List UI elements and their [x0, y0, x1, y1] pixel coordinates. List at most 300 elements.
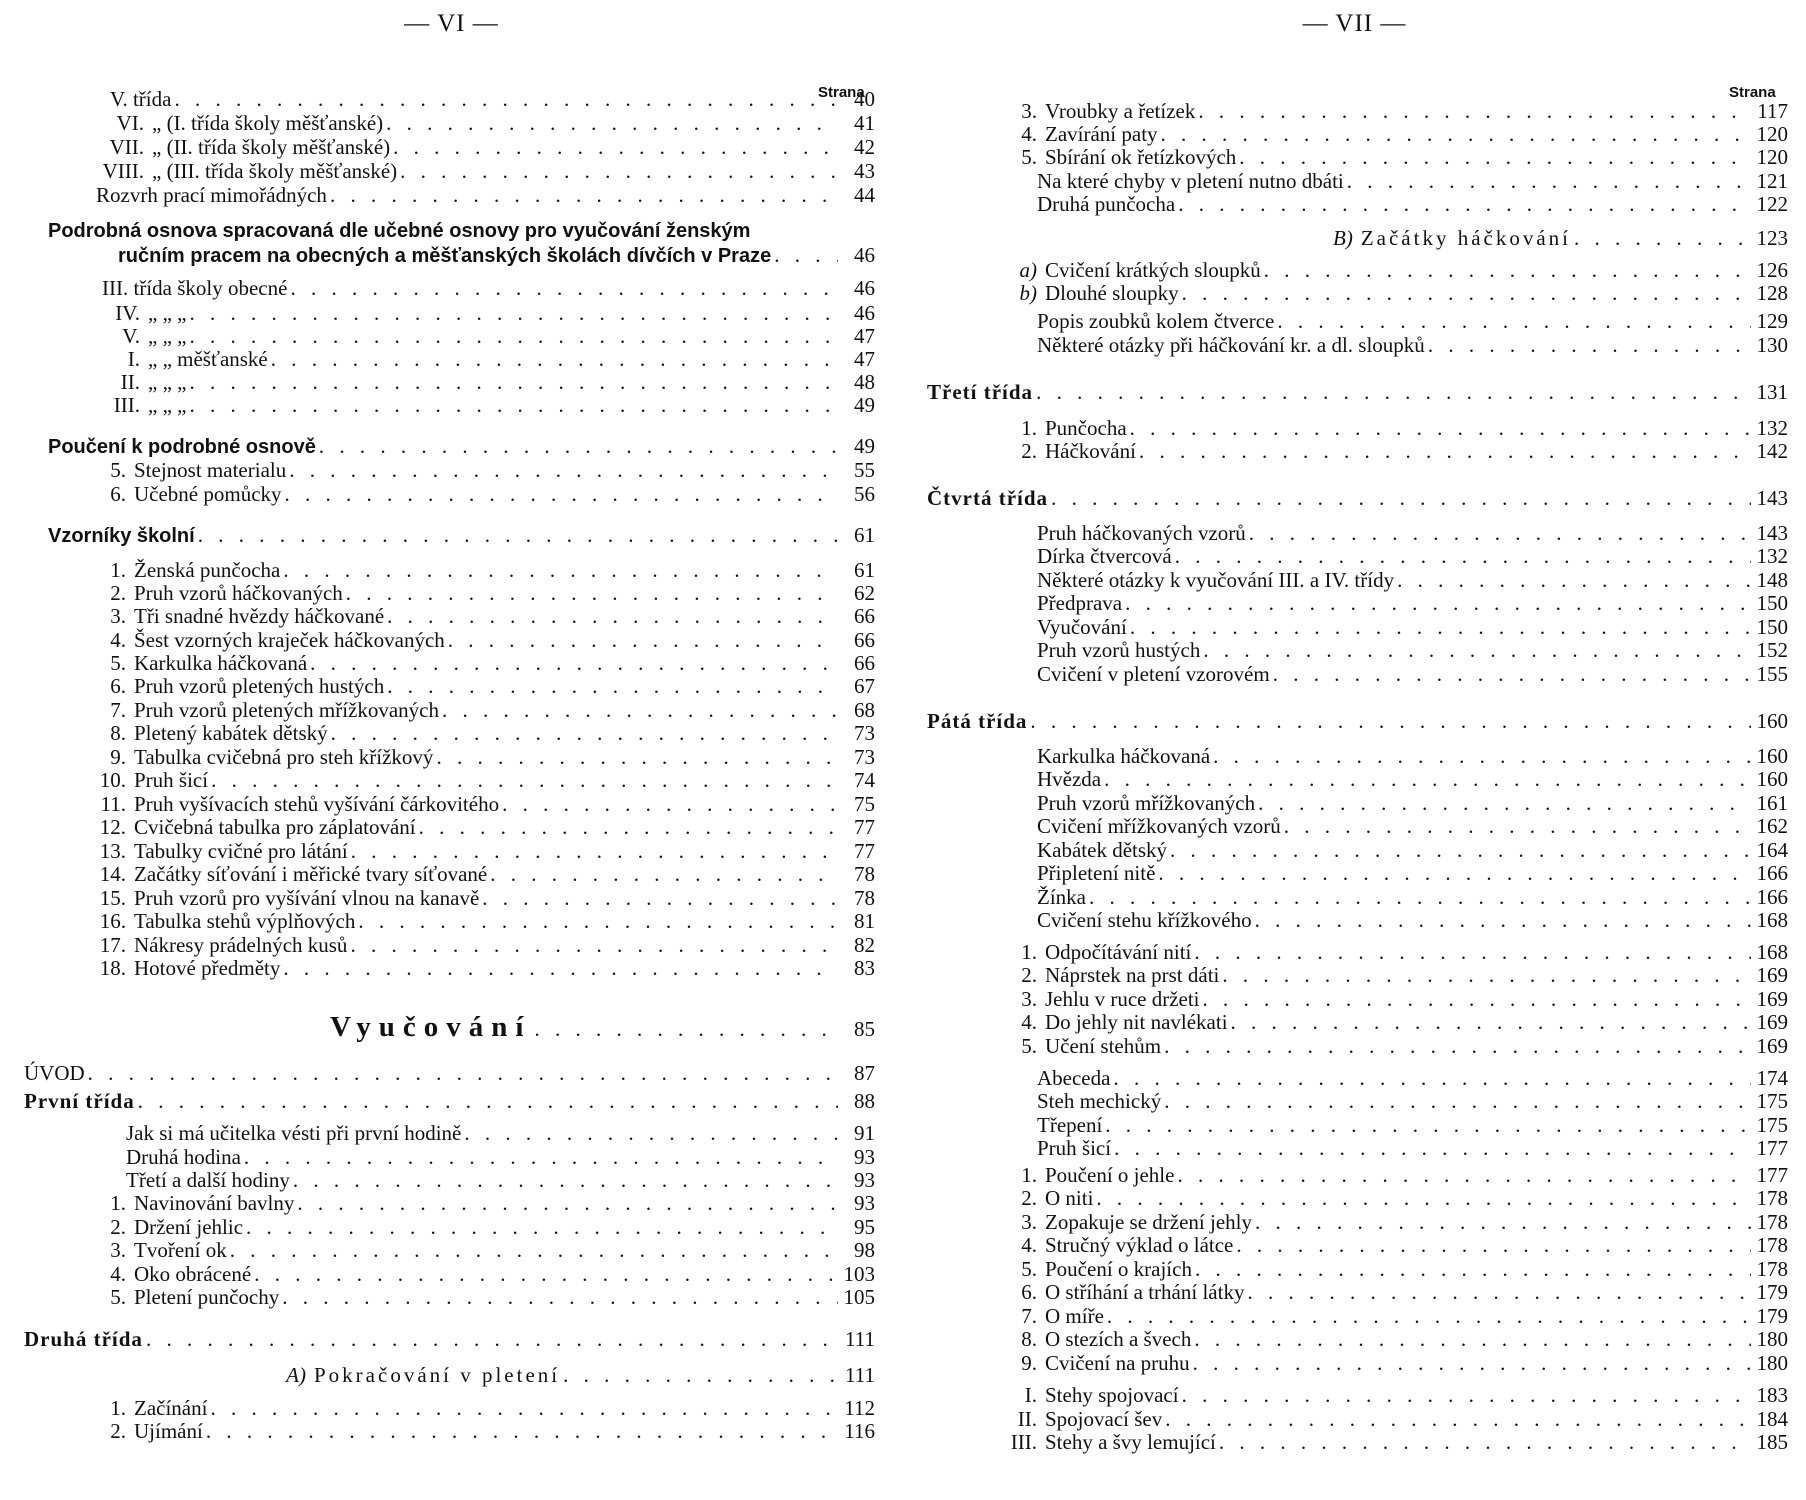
- entry-page-number: 98: [854, 1238, 875, 1262]
- entry-number: 6.: [110, 674, 126, 698]
- entry-page-number: 48: [854, 370, 875, 394]
- entry-page-number: 128: [1756, 281, 1788, 305]
- entry-title: O niti: [1045, 1186, 1094, 1210]
- entry-title: Vzorníky školní: [48, 525, 195, 547]
- entry-title: Navinování bavlny: [134, 1191, 295, 1215]
- entry-page-number: 131: [1756, 380, 1788, 404]
- toc-entry: [999, 439, 1788, 463]
- entry-page-number: 150: [1756, 591, 1788, 615]
- entry-title: „ „ „: [148, 393, 187, 417]
- dot-leader: [1194, 940, 1751, 964]
- entry-title: Ujímání: [134, 1419, 203, 1443]
- entry-page-number: 129: [1756, 309, 1788, 333]
- entry-page-number: 123: [1756, 226, 1788, 250]
- dot-leader: [174, 87, 838, 111]
- right-page: [903, 0, 1806, 1500]
- entry-number: IV.: [115, 301, 140, 325]
- toc-entry: [88, 159, 875, 183]
- dot-leader: [271, 347, 838, 371]
- toc-entry: [999, 1210, 1788, 1234]
- entry-title: Zopakuje se držení jehly: [1045, 1210, 1253, 1234]
- entry-number: 6.: [110, 482, 126, 506]
- toc-entry: [88, 862, 875, 886]
- toc-entry: [999, 861, 1788, 885]
- entry-page-number: 75: [854, 792, 875, 816]
- entry-page-number: 49: [854, 434, 875, 458]
- entry-page-number: 93: [854, 1168, 875, 1192]
- entry-number: 9.: [1021, 1351, 1037, 1375]
- toc-entry: [88, 604, 875, 628]
- dot-leader: [138, 1089, 838, 1113]
- entry-page-number: 178: [1756, 1257, 1788, 1281]
- toc-entry: [88, 1285, 875, 1309]
- dot-leader: [1104, 767, 1751, 791]
- dot-leader: [400, 159, 838, 183]
- toc-entry: [999, 963, 1788, 987]
- entry-title: Punčocha: [1045, 416, 1127, 440]
- entry-page-number: 111: [845, 1327, 875, 1351]
- dot-leader: [1195, 1257, 1751, 1281]
- entry-page-number: 152: [1756, 638, 1788, 662]
- entry-number: 5.: [110, 458, 126, 482]
- toc-entry: [88, 1419, 875, 1443]
- toc-entry: [999, 940, 1788, 964]
- entry-number: II.: [120, 370, 140, 394]
- entry-title: Vroubky a řetízek: [1045, 99, 1196, 123]
- toc-entry: [999, 333, 1788, 357]
- entry-title: Hvězda: [1037, 767, 1102, 791]
- entry-title: Držení jehlic: [134, 1215, 244, 1239]
- toc-entry: [999, 1304, 1788, 1328]
- entry-title: Učení stehům: [1045, 1034, 1162, 1058]
- entry-title: Karkulka háčkovaná: [1037, 744, 1211, 768]
- entry-page-number: 88: [854, 1089, 875, 1113]
- dot-leader: [1428, 333, 1751, 357]
- entry-number: VI.: [116, 111, 144, 135]
- dot-leader: [283, 558, 838, 582]
- entry-number: 4.: [110, 1262, 126, 1286]
- toc-entry: [999, 1280, 1788, 1304]
- entry-page-number: 166: [1756, 885, 1788, 909]
- entry-page-number: 169: [1756, 987, 1788, 1011]
- entry-number: 3.: [110, 604, 126, 628]
- entry-title: Pátá třída: [927, 709, 1028, 733]
- entry-title: Jehlu v ruce držeti: [1045, 987, 1200, 1011]
- dot-leader: [285, 482, 838, 506]
- toc-entry: [88, 839, 875, 863]
- toc-entry: [88, 1145, 875, 1169]
- entry-number: 1.: [1021, 416, 1037, 440]
- entry-title: „ (II. třída školy měšťanské): [152, 135, 391, 159]
- dot-leader: [534, 1017, 838, 1041]
- entry-number: III.: [1010, 1430, 1037, 1454]
- entry-title: ručním pracem na obecných a měšťanských školách dívčích v Praze: [118, 245, 772, 267]
- entry-page-number: 175: [1756, 1113, 1788, 1137]
- dot-leader: [351, 839, 838, 863]
- entry-page-number: 130: [1756, 333, 1788, 357]
- entry-title: Stehy a švy lemující: [1045, 1430, 1216, 1454]
- entry-title: Tabulka stehů výplňových: [134, 909, 356, 933]
- dot-leader: [290, 276, 838, 300]
- entry-title: Druhá třída: [24, 1327, 143, 1351]
- entry-page-number: 112: [844, 1396, 875, 1420]
- entry-page-number: 83: [854, 956, 875, 980]
- toc-entry: [20, 1061, 875, 1085]
- toc-entry: [88, 135, 875, 159]
- entry-number: 1.: [1021, 1163, 1037, 1187]
- dot-leader: [1347, 169, 1751, 193]
- entry-page-number: 132: [1756, 544, 1788, 568]
- toc-entry: [999, 744, 1788, 768]
- dot-leader: [189, 324, 838, 348]
- dot-leader: [283, 956, 838, 980]
- toc-entry: [88, 1168, 875, 1192]
- entry-number: 7.: [110, 698, 126, 722]
- entry-title: Jak si má učitelka vésti při první hodině: [126, 1121, 462, 1145]
- toc-entry: [40, 219, 875, 243]
- toc-entry: [999, 99, 1788, 123]
- dot-leader: [358, 909, 838, 933]
- entry-page-number: 49: [854, 393, 875, 417]
- toc-entry: [88, 1121, 875, 1145]
- entry-title: Pruh šicí: [134, 768, 209, 792]
- entry-title: Pruh vzorů hustých: [1037, 638, 1201, 662]
- dot-leader: [1130, 416, 1751, 440]
- entry-title: „ „ „: [148, 301, 187, 325]
- entry-title: Ženská punčocha: [134, 558, 281, 582]
- entry-title: Pruh háčkovaných vzorů: [1037, 521, 1246, 545]
- entry-page-number: 74: [854, 768, 875, 792]
- entry-page-number: 155: [1756, 662, 1788, 686]
- dot-leader: [198, 523, 838, 547]
- toc-entry: [999, 1066, 1788, 1090]
- entry-title: Dlouhé sloupky: [1045, 281, 1179, 305]
- entry-page-number: 177: [1756, 1163, 1788, 1187]
- entry-page-number: 73: [854, 721, 875, 745]
- entry-number: a): [1019, 258, 1037, 282]
- entry-page-number: 44: [854, 183, 875, 207]
- dot-leader: [442, 698, 838, 722]
- entry-title: „ „ „: [148, 370, 187, 394]
- entry-number: 5.: [1021, 1034, 1037, 1058]
- toc-entry: [999, 544, 1788, 568]
- toc-entry: [88, 1215, 875, 1239]
- entry-title: Pletení punčochy: [134, 1285, 280, 1309]
- dot-leader: [331, 721, 838, 745]
- entry-page-number: 61: [854, 558, 875, 582]
- toc-entry: [999, 1010, 1788, 1034]
- dot-leader: [1164, 1089, 1751, 1113]
- toc-entry: [270, 1363, 875, 1387]
- toc-entry: [88, 183, 875, 207]
- entry-page-number: 85: [854, 1017, 875, 1041]
- dot-leader: [189, 370, 838, 394]
- entry-page-number: 116: [844, 1419, 875, 1443]
- toc-entry: [88, 1238, 875, 1262]
- dot-leader: [1574, 226, 1751, 250]
- entry-title: Cvičení stehu křížkového: [1037, 908, 1252, 932]
- entry-title: Pruh vzorů pro vyšívání vlnou na kanavě: [134, 886, 480, 910]
- entry-page-number: 117: [1757, 99, 1788, 123]
- dot-leader: [254, 1262, 838, 1286]
- entry-title: Popis zoubků kolem čtverce: [1037, 309, 1275, 333]
- entry-title: Dírka čtvercová: [1037, 544, 1172, 568]
- toc-entry: [88, 674, 875, 698]
- dot-leader: [244, 1145, 838, 1169]
- dot-leader: [1231, 1010, 1751, 1034]
- entry-page-number: 177: [1756, 1136, 1788, 1160]
- entry-title: Tabulky cvičné pro látání: [134, 839, 348, 863]
- entry-number: 2.: [110, 581, 126, 605]
- entry-number: 3.: [1021, 99, 1037, 123]
- dot-leader: [1139, 439, 1751, 463]
- entry-title: Steh mechický: [1037, 1089, 1162, 1113]
- toc-entry: [88, 1191, 875, 1215]
- dot-leader: [502, 792, 838, 816]
- toc-entry: [999, 638, 1788, 662]
- toc-entry: [88, 324, 875, 348]
- entry-title: Oko obrácené: [134, 1262, 252, 1286]
- entry-page-number: 66: [854, 628, 875, 652]
- dot-leader: [1284, 814, 1751, 838]
- toc-entry: [999, 791, 1788, 815]
- toc-entry: [999, 145, 1788, 169]
- dot-leader: [293, 1168, 838, 1192]
- page-number: — VII —: [1302, 10, 1407, 37]
- entry-page-number: 142: [1756, 439, 1788, 463]
- entry-title: Poučení o jehle: [1045, 1163, 1175, 1187]
- dot-leader: [1125, 591, 1751, 615]
- entry-page-number: 122: [1756, 192, 1788, 216]
- dot-leader: [1397, 568, 1751, 592]
- toc-entry: [88, 886, 875, 910]
- entry-page-number: 82: [854, 933, 875, 957]
- entry-title: Pruh šicí: [1037, 1136, 1112, 1160]
- entry-page-number: 47: [854, 324, 875, 348]
- dot-leader: [330, 183, 838, 207]
- toc-entry: [999, 416, 1788, 440]
- entry-number: b): [1019, 281, 1037, 305]
- entry-title: III. třída školy obecné: [102, 276, 288, 300]
- entry-number: VIII.: [102, 159, 144, 183]
- entry-page-number: 81: [854, 909, 875, 933]
- entry-number: 5.: [1021, 145, 1037, 169]
- entry-title: Třetí třída: [927, 380, 1034, 404]
- entry-title: Nákresy prádelných kusů: [134, 933, 348, 957]
- dot-leader: [189, 393, 838, 417]
- entry-page-number: 93: [854, 1145, 875, 1169]
- entry-title: Pokračování v pletení: [314, 1363, 561, 1387]
- dot-leader: [189, 301, 838, 325]
- dot-leader: [1096, 1186, 1751, 1210]
- entry-number: 15.: [99, 886, 126, 910]
- entry-page-number: 160: [1756, 709, 1788, 733]
- dot-leader: [1089, 885, 1751, 909]
- entry-page-number: 73: [854, 745, 875, 769]
- entry-number: 1.: [1021, 940, 1037, 964]
- entry-page-number: 180: [1756, 1327, 1788, 1351]
- entry-title: „ (III. třída školy měšťanské): [152, 159, 398, 183]
- dot-leader: [1193, 1351, 1751, 1375]
- toc-entry: [999, 1113, 1788, 1137]
- toc-entry: [88, 347, 875, 371]
- entry-page-number: 169: [1756, 1034, 1788, 1058]
- dot-leader: [482, 886, 838, 910]
- entry-number: 7.: [1021, 1304, 1037, 1328]
- entry-number: 8.: [1021, 1327, 1037, 1351]
- entry-title: Některé otázky k vyučování III. a IV. třídy: [1037, 568, 1395, 592]
- entry-title: „ (I. třída školy měšťanské): [152, 111, 384, 135]
- dot-leader: [1051, 486, 1751, 510]
- dot-leader: [490, 862, 838, 886]
- dot-leader: [387, 604, 838, 628]
- entry-title: Poučení k podrobné osnově: [48, 436, 316, 458]
- entry-page-number: 160: [1756, 744, 1788, 768]
- entry-title: Začátky háčkování: [1360, 226, 1571, 250]
- toc-entry: [88, 628, 875, 652]
- entry-page-number: 77: [854, 839, 875, 863]
- dot-leader: [464, 1121, 838, 1145]
- entry-title: Do jehly nit navlékati: [1045, 1010, 1228, 1034]
- dot-leader: [146, 1327, 838, 1351]
- entry-number: 5.: [1021, 1257, 1037, 1281]
- dot-leader: [448, 628, 838, 652]
- dot-leader: [1273, 662, 1751, 686]
- entry-title: Učebné pomůcky: [134, 482, 282, 506]
- toc-entry: [88, 458, 875, 482]
- entry-number: V.: [122, 324, 140, 348]
- toc-entry: [88, 1396, 875, 1420]
- entry-page-number: 67: [854, 674, 875, 698]
- entry-page-number: 56: [854, 482, 875, 506]
- entry-title: Sbírání ok řetízkových: [1045, 145, 1237, 169]
- entry-title: Háčkování: [1045, 439, 1136, 463]
- entry-page-number: 46: [854, 301, 875, 325]
- entry-page-number: 178: [1756, 1210, 1788, 1234]
- dot-leader: [289, 458, 838, 482]
- entry-title: Cvičebná tabulka pro záplatování: [134, 815, 416, 839]
- entry-title: Začátky síťování i měřické tvary síťované: [134, 862, 488, 886]
- entry-number: 3.: [1021, 987, 1037, 1011]
- entry-number: 9.: [110, 745, 126, 769]
- entry-number: 1.: [110, 1191, 126, 1215]
- toc-entry: [88, 301, 875, 325]
- entry-page-number: 68: [854, 698, 875, 722]
- entry-title: Žínka: [1037, 885, 1086, 909]
- entry-page-number: 66: [854, 604, 875, 628]
- entry-title: Pruh vzorů mřížkovaných: [1037, 791, 1256, 815]
- dot-leader: [1177, 1163, 1751, 1187]
- entry-number: 6.: [1021, 1280, 1037, 1304]
- toc-entry: [88, 651, 875, 675]
- entry-page-number: 41: [854, 111, 875, 135]
- dot-leader: [436, 745, 838, 769]
- dot-leader: [1264, 258, 1751, 282]
- entry-page-number: 46: [854, 276, 875, 300]
- entry-page-number: 179: [1756, 1304, 1788, 1328]
- entry-title: První třída: [24, 1089, 135, 1113]
- entry-number: A): [286, 1363, 306, 1387]
- entry-number: 12.: [99, 815, 126, 839]
- entry-page-number: 111: [845, 1363, 875, 1387]
- toc-entry: [999, 987, 1788, 1011]
- toc-entry: [999, 122, 1788, 146]
- entry-title: Cvičení krátkých sloupků: [1045, 258, 1261, 282]
- entry-title: Třetí a další hodiny: [126, 1168, 290, 1192]
- entry-page-number: 178: [1756, 1186, 1788, 1210]
- entry-page-number: 40: [854, 87, 875, 111]
- entry-title: Začínání: [134, 1396, 208, 1420]
- toc-entry: [999, 521, 1788, 545]
- toc-entry: [88, 909, 875, 933]
- entry-number: 4.: [110, 628, 126, 652]
- entry-title: Karkulka háčkovaná: [134, 651, 308, 675]
- entry-title: V. třída: [110, 87, 172, 111]
- entry-number: 4.: [1021, 1233, 1037, 1257]
- toc-entry: [88, 482, 875, 506]
- entry-number: 1.: [110, 1396, 126, 1420]
- dot-leader: [230, 1238, 838, 1262]
- dot-leader: [1255, 908, 1751, 932]
- entry-page-number: 168: [1756, 940, 1788, 964]
- entry-page-number: 143: [1756, 521, 1788, 545]
- dot-leader: [419, 815, 838, 839]
- entry-number: 10.: [99, 768, 126, 792]
- entry-page-number: 179: [1756, 1280, 1788, 1304]
- entry-page-number: 47: [854, 347, 875, 371]
- dot-leader: [1161, 122, 1751, 146]
- entry-page-number: 161: [1756, 791, 1788, 815]
- toc-entry: [88, 581, 875, 605]
- entry-number: B): [1333, 226, 1353, 250]
- entry-title: Cvičení v pletení vzorovém: [1037, 662, 1270, 686]
- entry-number: 14.: [99, 862, 126, 886]
- entry-title: „ „ měšťanské: [148, 347, 268, 371]
- dot-leader: [1222, 963, 1751, 987]
- dot-leader: [1178, 192, 1751, 216]
- entry-title: Třepení: [1037, 1113, 1103, 1137]
- entry-title: O stezích a švech: [1045, 1327, 1192, 1351]
- entry-page-number: 174: [1756, 1066, 1788, 1090]
- entry-title: ÚVOD: [24, 1061, 85, 1085]
- entry-title: Tabulka cvičebná pro steh křížkový: [134, 745, 434, 769]
- entry-page-number: 105: [843, 1285, 875, 1309]
- dot-leader: [211, 768, 838, 792]
- entry-title: Předprava: [1037, 591, 1123, 615]
- toc-entry: [88, 393, 875, 417]
- entry-title: Pruh vyšívacích stehů vyšívání čárkovitého: [134, 792, 500, 816]
- dot-leader: [1107, 1304, 1751, 1328]
- toc-entry: [999, 885, 1788, 909]
- entry-number: 5.: [110, 1285, 126, 1309]
- entry-page-number: 178: [1756, 1233, 1788, 1257]
- dot-leader: [563, 1363, 838, 1387]
- dot-leader: [1194, 1327, 1751, 1351]
- toc-entry: [330, 1011, 875, 1043]
- toc-entry: [999, 1257, 1788, 1281]
- entry-page-number: 184: [1756, 1407, 1788, 1431]
- dot-leader: [297, 1191, 838, 1215]
- entry-title: Poučení o krajích: [1045, 1257, 1192, 1281]
- entry-page-number: 120: [1756, 145, 1788, 169]
- entry-title: Čtvrtá třída: [927, 486, 1049, 510]
- toc-entry: [1333, 226, 1788, 250]
- entry-title: Tři snadné hvězdy háčkované: [134, 604, 385, 628]
- entry-title: Na které chyby v pletení nutno dbáti: [1037, 169, 1344, 193]
- dot-leader: [1255, 1210, 1751, 1234]
- entry-number: 5.: [110, 651, 126, 675]
- dot-leader: [1239, 145, 1751, 169]
